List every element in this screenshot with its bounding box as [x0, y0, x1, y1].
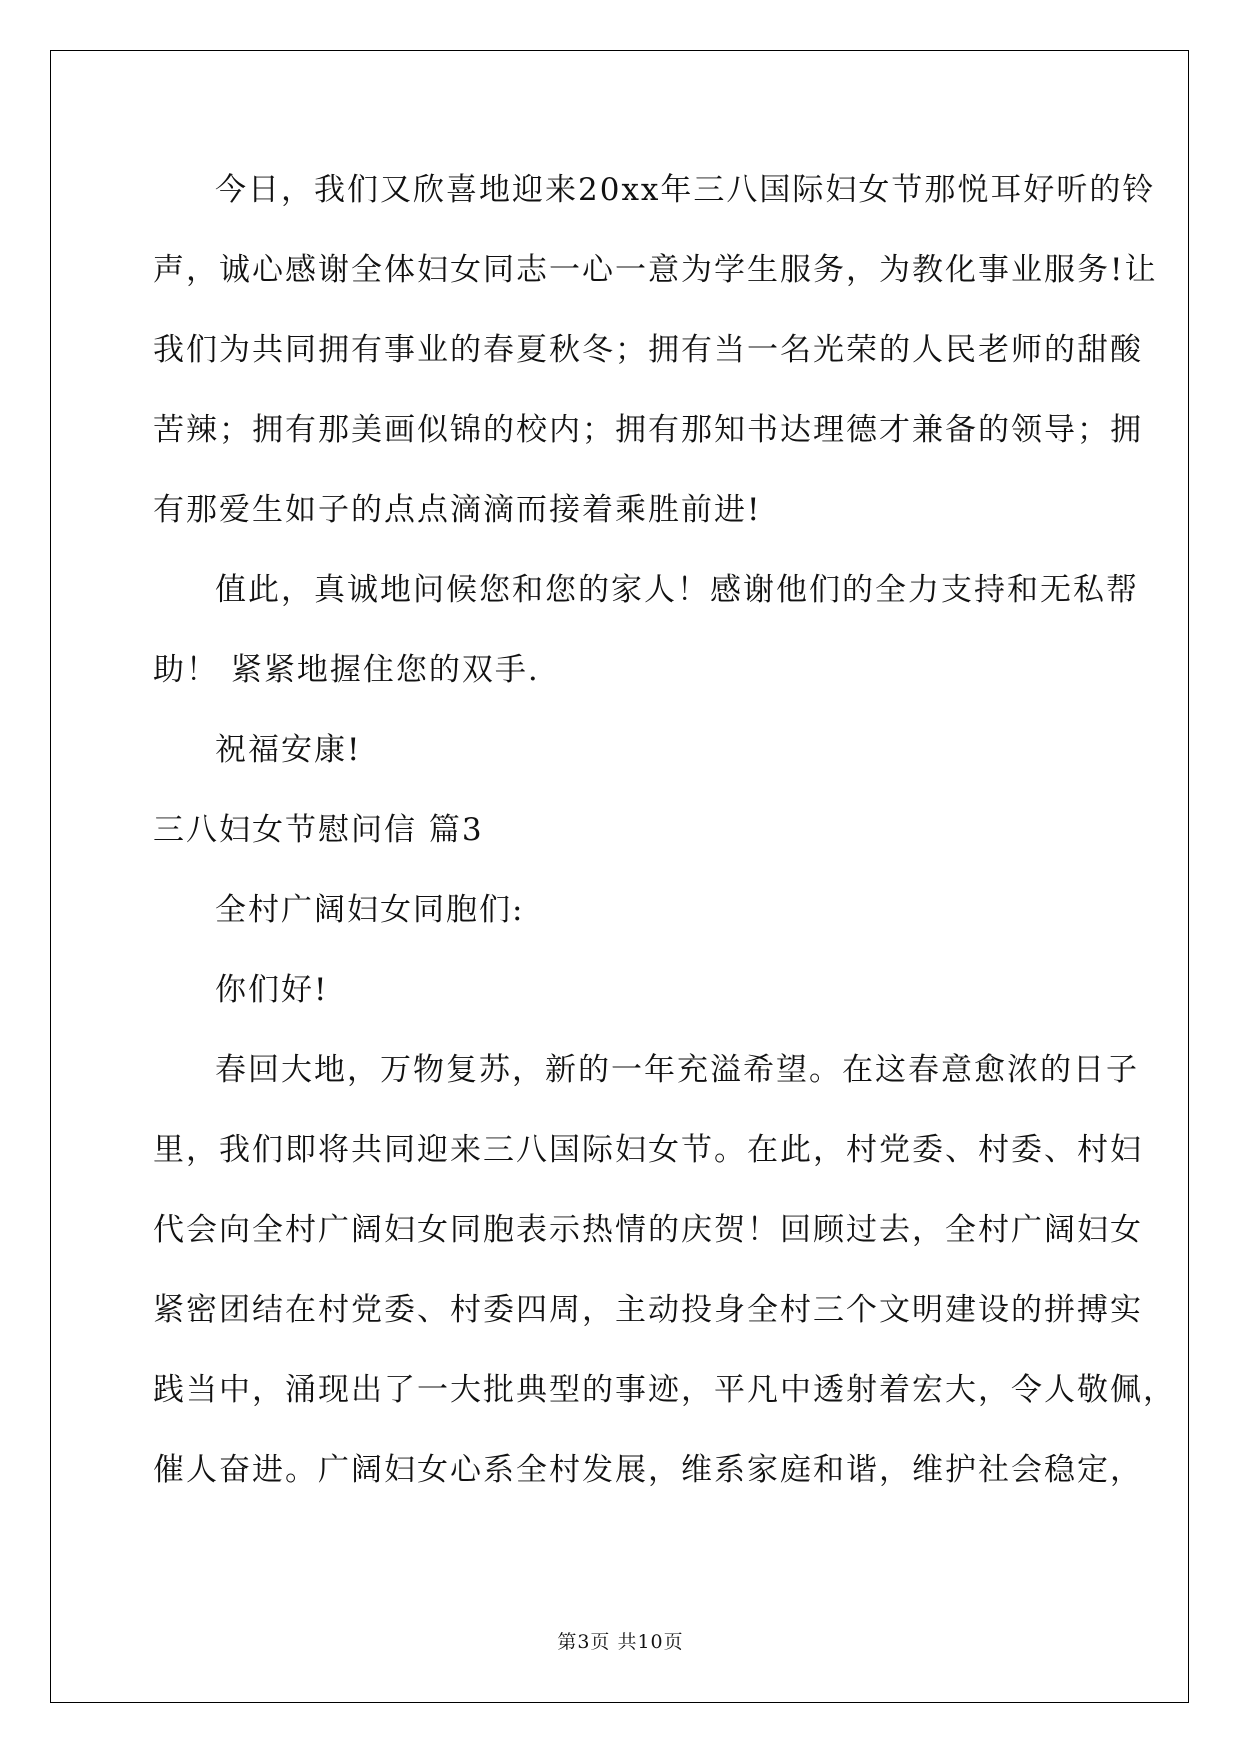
body-line: 祝福安康!	[215, 732, 362, 768]
body-line: 我们为共同拥有事业的春夏秋冬；拥有当一名光荣的人民老师的甜酸	[153, 332, 1143, 368]
salutation: 全村广阔妇女同胞们:	[215, 892, 525, 928]
body-line: 声，诚心感谢全体妇女同志一心一意为学生服务，为教化事业服务!让	[153, 252, 1158, 288]
body-line: 春回大地，万物复苏，新的一年充溢希望。在这春意愈浓的日子	[215, 1052, 1139, 1088]
body-line: 践当中，涌现出了一大批典型的事迹，平凡中透射着宏大，令人敬佩，	[153, 1372, 1176, 1408]
body-line: 紧密团结在村党委、村委四周，主动投身全村三个文明建设的拼搏实	[153, 1292, 1143, 1328]
page-number: 第3页 共10页	[557, 1631, 684, 1653]
greeting: 你们好!	[215, 972, 329, 1008]
body-line: 值此，真诚地问候您和您的家人！感谢他们的全力支持和无私帮	[215, 572, 1139, 608]
body-line: 里，我们即将共同迎来三八国际妇女节。在此，村党委、村委、村妇	[153, 1132, 1143, 1168]
body-line: 有那爱生如子的点点滴滴而接着乘胜前进!	[153, 492, 762, 528]
body-line: 催人奋进。广阔妇女心系全村发展，维系家庭和谐，维护社会稳定，	[153, 1452, 1143, 1488]
body-line: 助！ 紧紧地握住您的双手.	[153, 652, 540, 688]
body-line: 代会向全村广阔妇女同胞表示热情的庆贺！回顾过去，全村广阔妇女	[153, 1212, 1143, 1248]
body-line: 今日，我们又欣喜地迎来20xx年三八国际妇女节那悦耳好听的铃	[215, 172, 1156, 208]
body-line: 苦辣；拥有那美画似锦的校内；拥有那知书达理德才兼备的领导；拥	[153, 412, 1143, 448]
section-heading: 三八妇女节慰问信 篇3	[153, 812, 484, 848]
